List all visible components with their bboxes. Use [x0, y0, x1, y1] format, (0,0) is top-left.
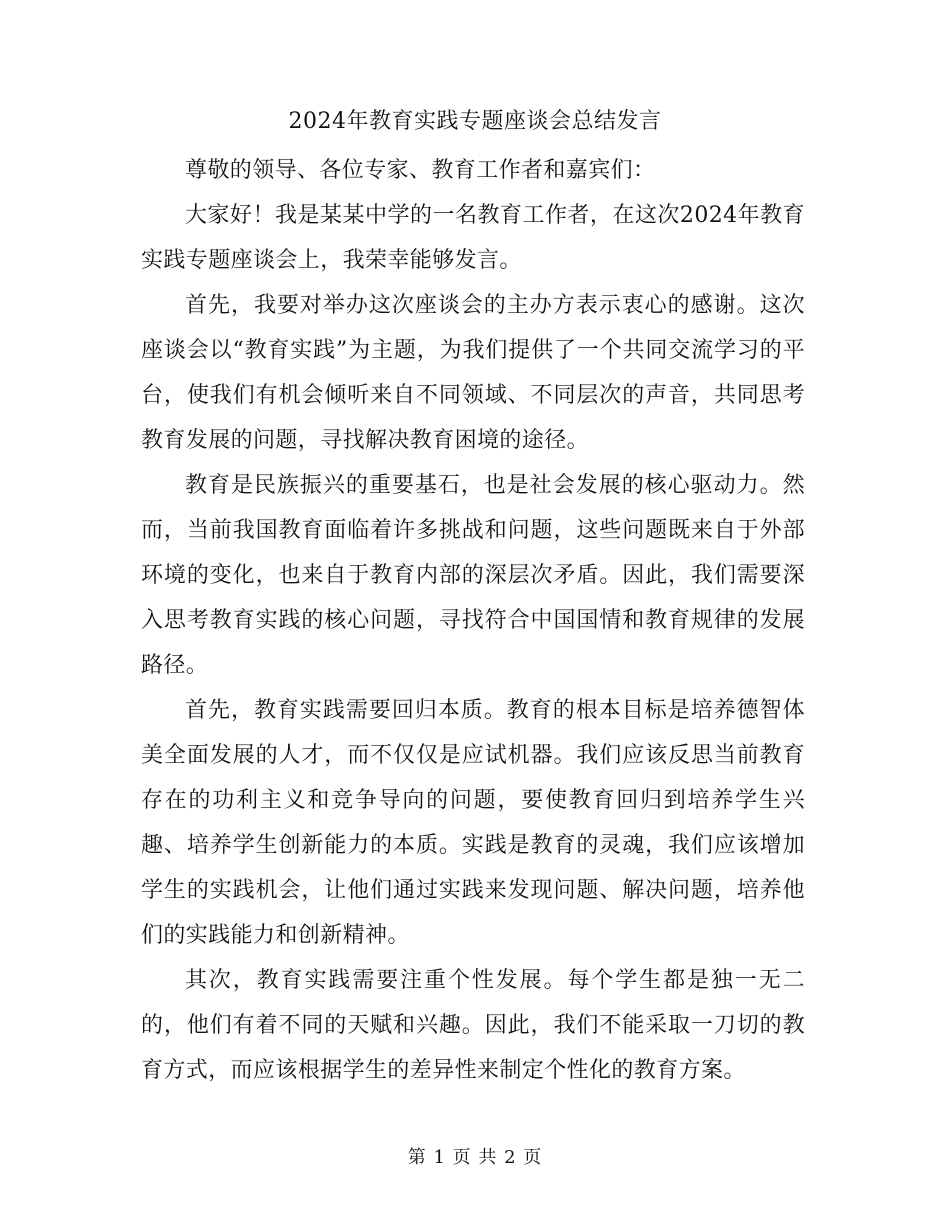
paragraph-background: 教育是民族振兴的重要基石，也是社会发展的核心驱动力。然而，当前我国教育面临着许多挑战和问题，这些问题既来自于外部环境的变化，也来自于教育内部的深层次矛盾。因此，我们需要深入思考教育实践的核心问题，寻找符合中国国情和教育规律的发展路径。: [141, 473, 805, 678]
paragraph-thanks: 首先，我要对举办这次座谈会的主办方表示衷心的感谢。这次座谈会以“教育实践”为主题，为我们提供了一个共同交流学习的平台，使我们有机会倾听来自不同领域、不同层次的声音，共同思考教育发展的问题，寻找解决教育困境的途径。: [141, 293, 805, 453]
paragraph-first-point: 首先，教育实践需要回归本质。教育的根本目标是培养德智体美全面发展的人才，而不仅仅是应试机器。我们应该反思当前教育存在的功利主义和竞争导向的问题，要使教育回归到培养学生兴趣、培养学生创新能力的本质。实践是教育的灵魂，我们应该增加学生的实践机会，让他们通过实践来发现问题、解决问题，培养他们的实践能力和创新精神。: [141, 698, 805, 948]
paragraph-greeting: 大家好！我是某某中学的一名教育工作者，在这次2024年教育实践专题座谈会上，我荣幸能够发言。: [141, 203, 805, 273]
page-number-footer: 第 1 页 共 2 页: [407, 1147, 543, 1168]
document-title: 2024年教育实践专题座谈会总结发言: [288, 109, 662, 134]
paragraph-second-point: 其次，教育实践需要注重个性发展。每个学生都是独一无二的，他们有着不同的天赋和兴趣。因此，我们不能采取一刀切的教育方式，而应该根据学生的差异性来制定个性化的教育方案。: [141, 968, 805, 1083]
paragraph-salutation: 尊敬的领导、各位专家、教育工作者和嘉宾们：: [185, 158, 656, 183]
document-body: [141, 148, 805, 1093]
